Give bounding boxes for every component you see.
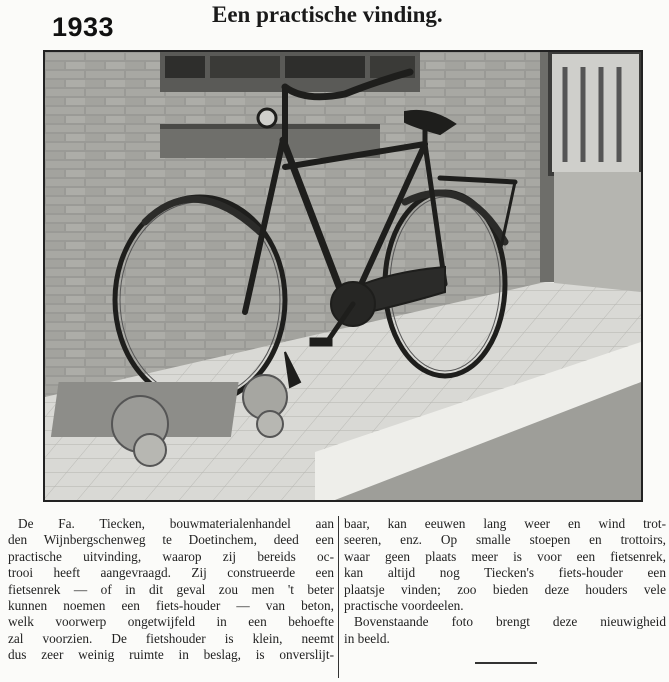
text-line: zal voorzien. De fietshouder is klein, neemt [8, 630, 334, 646]
text-line: practische voordeelen. [344, 598, 464, 614]
article-headline: Een practische vinding. [212, 2, 443, 27]
text-line: De Fa. Tiecken, bouwmaterialenhandel aan [18, 516, 334, 531]
text-line: practische uitvinding, waarop zij bereids oc- [8, 548, 334, 564]
year-label: 1933 [52, 12, 115, 42]
text-line: waar geen plaats meer is voor een fietsenrek, [344, 548, 666, 564]
text-line: seeren, enz. Op smalle stoepen en trottoirs, [344, 532, 666, 548]
text-line: baar, kan eeuwen lang weer en wind trot- [344, 516, 666, 531]
text-line: kan altijd nog Tiecken's fiets-houder een [344, 565, 666, 581]
text-line: Bovenstaande foto brengt deze nieuwigheid [354, 614, 666, 630]
article-column-right [344, 516, 666, 647]
text-line: dus zeer weinig ruimte in beslag, is onverslijt- [8, 647, 334, 663]
article-column-left [8, 516, 334, 664]
text-line: trooi heeft aangevraagd. Zij construeerde een [8, 565, 334, 581]
bicycle-photo-illustration [45, 52, 641, 500]
text-line: in beeld. [344, 630, 390, 646]
text-line: welk voorwerp ongetwijfeld in een behoefte [8, 614, 334, 630]
text-line: fietsenrek — of in dit geval zou men 't beter [8, 581, 334, 597]
article-body [0, 512, 669, 682]
text-line: den Wijnbergschenweg te Doetinchem, deed een [8, 532, 334, 548]
text-line: kunnen noemen een fiets-houder — van beton, [8, 598, 334, 614]
end-rule [475, 662, 537, 664]
article-photo [43, 50, 643, 502]
column-divider [338, 516, 339, 678]
window-sill [160, 124, 380, 158]
text-line: plaatsje vinden; zoo bieden deze houders vele [344, 581, 666, 597]
